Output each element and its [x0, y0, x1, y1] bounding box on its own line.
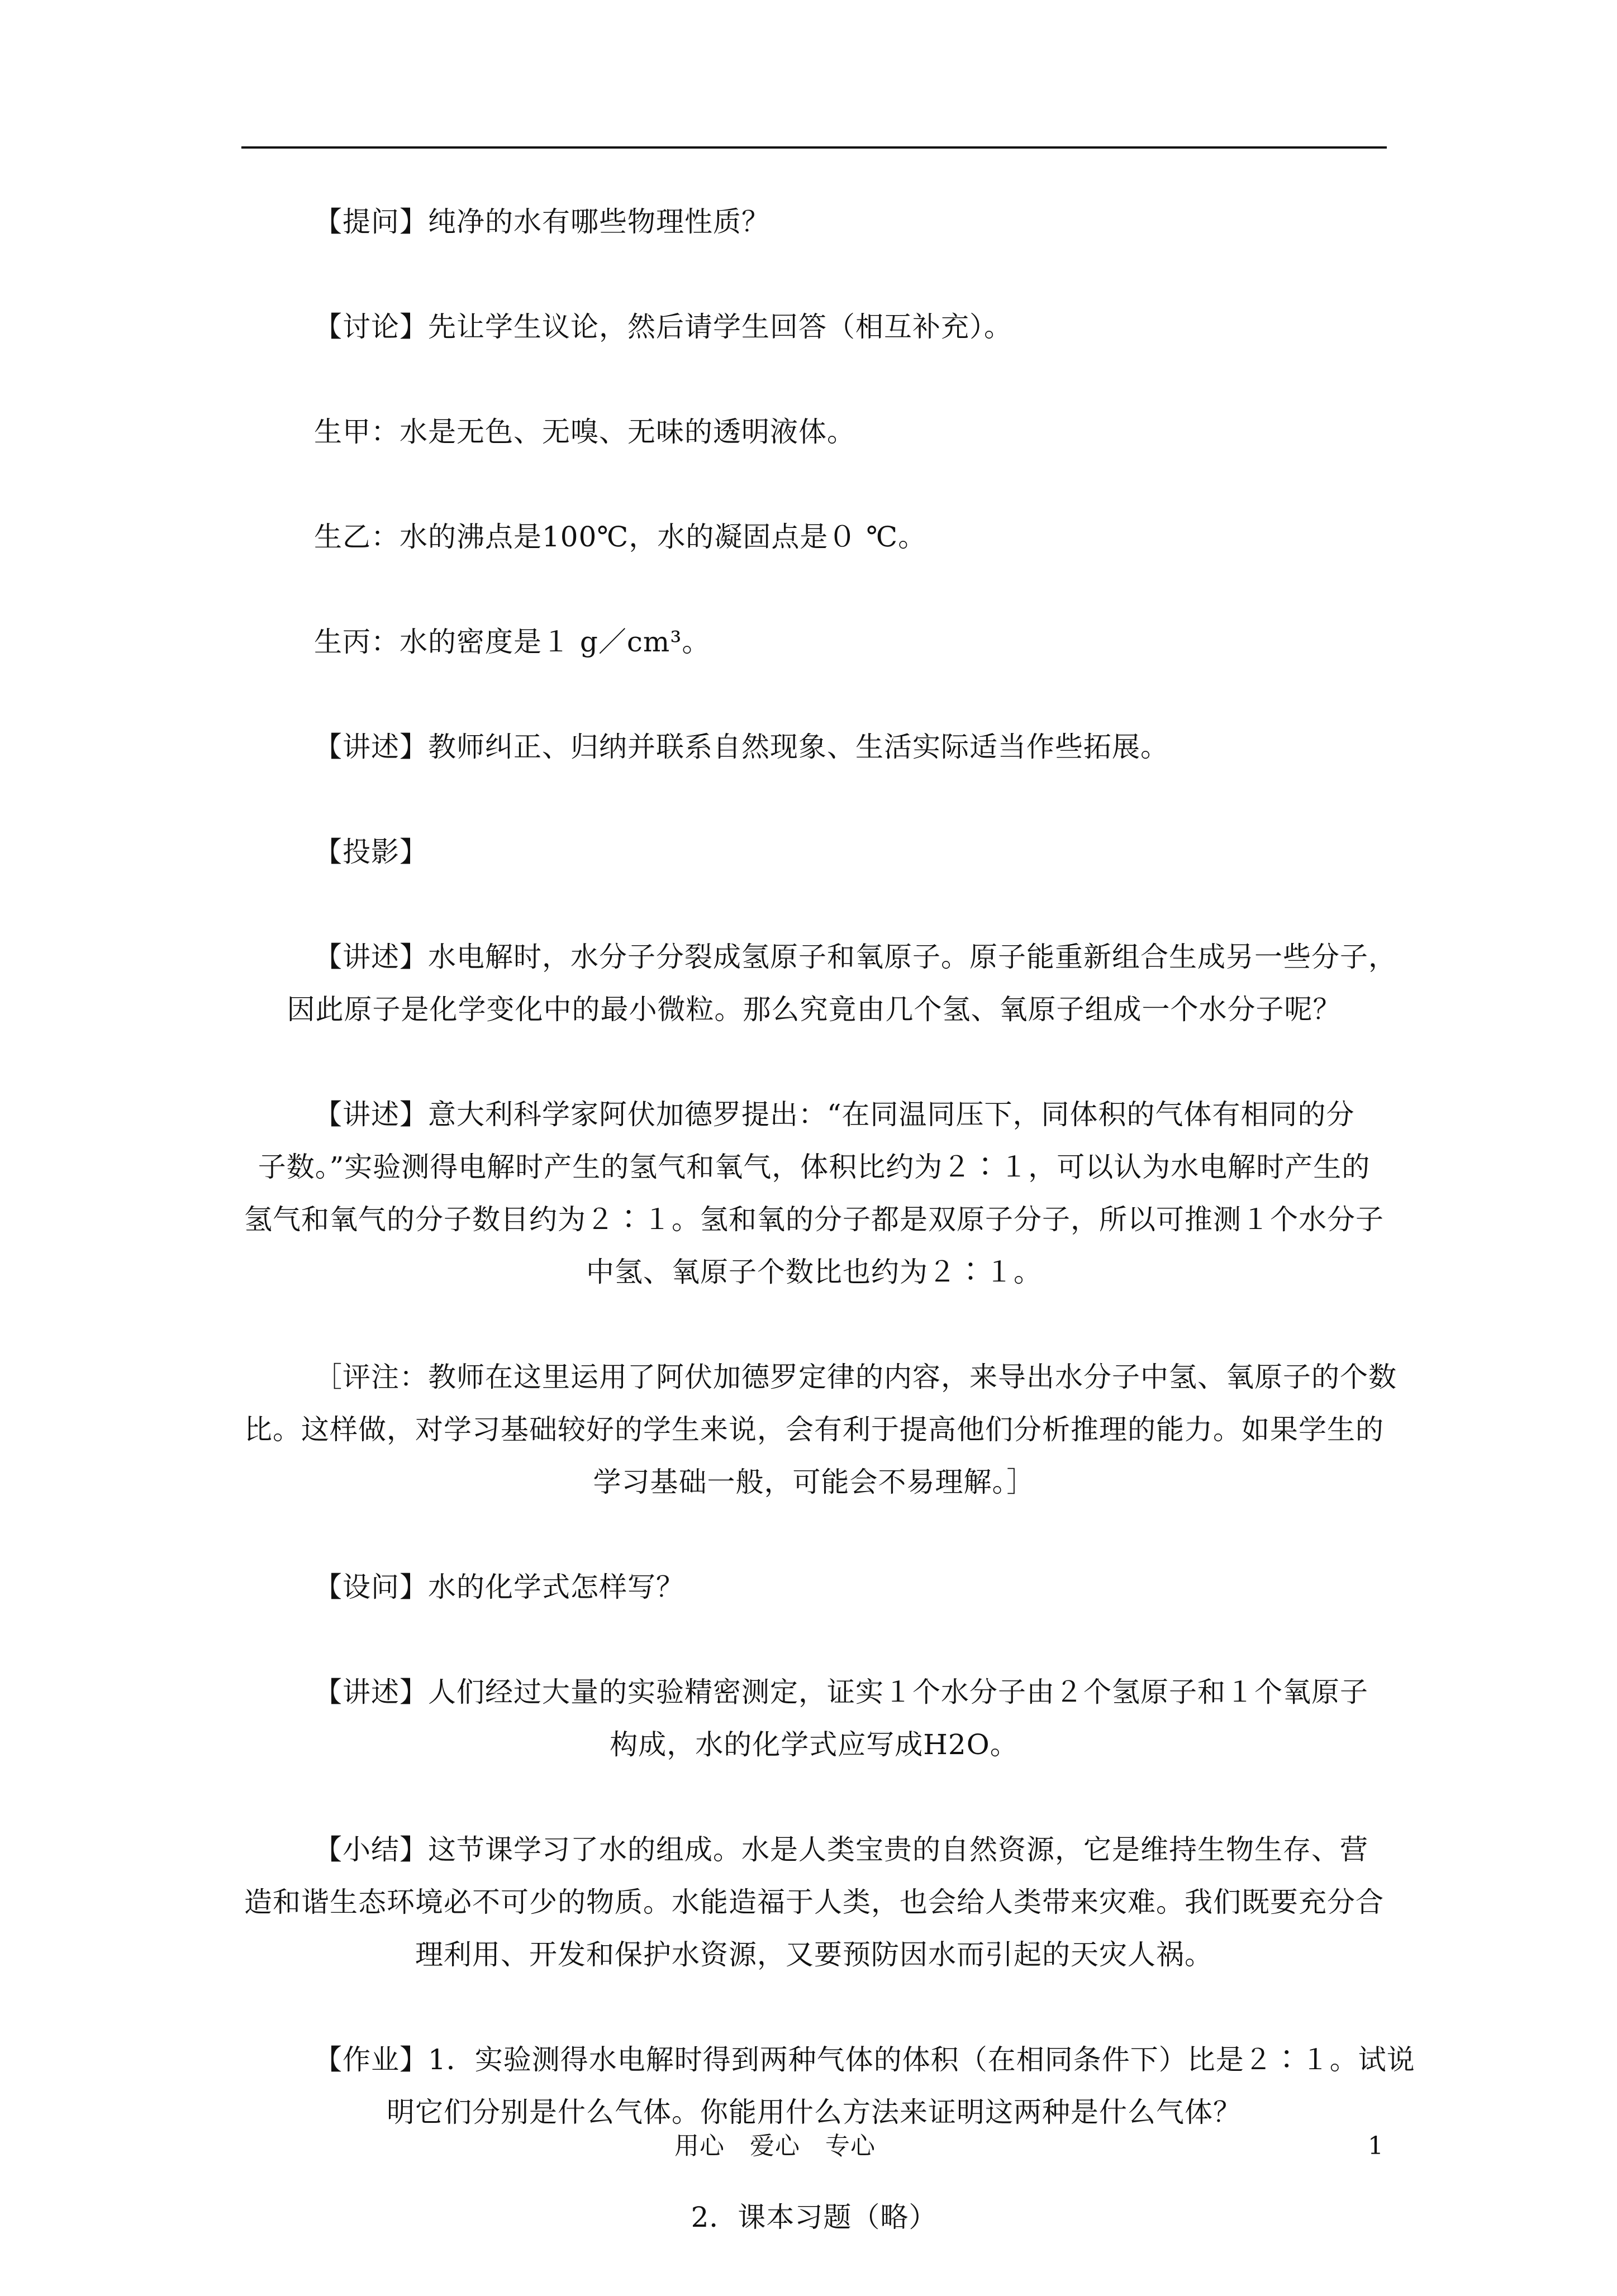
paragraph-line: 【讲述】人们经过大量的实验精密测定，证实１个水分子由２个氢原子和１个氧原子 [314, 1676, 1368, 1708]
page-number: 1 [1368, 2132, 1383, 2160]
footer-motto: 用心 爱心 专心 [674, 2132, 876, 2160]
paragraph-line: 【讨论】先让学生议论，然后请学生回答（相互补充）。 [314, 311, 1012, 343]
lecture-paragraph-1 [241, 721, 1387, 773]
paragraph-line: 学习基础一般，可能会不易理解。］ [593, 1466, 1035, 1498]
summary-paragraph [241, 1823, 1387, 1981]
paragraph-line: 2．课本习题（略） [691, 2201, 938, 2233]
commentary-paragraph [241, 1351, 1397, 1508]
paragraph-line: 【设问】水的化学式怎样写？ [314, 1571, 684, 1603]
paragraph-line: 中氢、氧原子个数比也约为２∶１。 [586, 1256, 1042, 1288]
paragraph-line: 明它们分别是什么气体。你能用什么方法来证明这两种是什么气体？ [387, 2096, 1242, 2128]
student-b-answer [241, 511, 1387, 563]
student-c-answer [241, 616, 1387, 668]
question-paragraph [241, 196, 1387, 248]
paragraph-line: 【提问】纯净的水有哪些物理性质？ [314, 206, 770, 238]
paragraph-line: 构成，水的化学式应写成H2O。 [610, 1728, 1019, 1761]
paragraph-line: 【讲述】水电解时，水分子分裂成氢原子和氧原子。原子能重新组合生成另一些分子， [314, 941, 1397, 973]
homework-item-2 [241, 2191, 1387, 2243]
paragraph-line: 生甲：水是无色、无嗅、无味的透明液体。 [314, 416, 855, 448]
paragraph-line: 理利用、开发和保护水资源，又要预防因水而引起的天灾人祸。 [415, 1938, 1213, 1971]
paragraph-line: ［评注：教师在这里运用了阿伏加德罗定律的内容，来导出水分子中氢、氧原子的个数 [314, 1361, 1397, 1393]
paragraph-line: 氢气和氧气的分子数目约为２∶１。氢和氧的分子都是双原子分子，所以可推测１个水分子 [244, 1203, 1384, 1236]
paragraph-line: 比。这样做，对学习基础较好的学生来说，会有利于提高他们分析推理的能力。如果学生的 [244, 1413, 1384, 1446]
lecture-paragraph-4 [241, 1666, 1387, 1771]
paragraph-line: 【作业】1．实验测得水电解时得到两种气体的体积（在相同条件下）比是２∶１。试说 [314, 2043, 1415, 2076]
lecture-paragraph-3 [241, 1088, 1387, 1298]
paragraph-line: 【小结】这节课学习了水的组成。水是人类宝贵的自然资源，它是维持生物生存、营 [314, 1833, 1368, 1866]
setup-question-paragraph [241, 1561, 1387, 1613]
lecture-paragraph-2 [241, 931, 1397, 1036]
paragraph-line: 因此原子是化学变化中的最小微粒。那么究竟由几个氢、氧原子组成一个水分子呢？ [287, 993, 1342, 1026]
document-body [241, 196, 1415, 2296]
paragraph-line: 【投影】 [314, 836, 428, 868]
header-rule [241, 146, 1387, 149]
paragraph-line: 【讲述】教师纠正、归纳并联系自然现象、生活实际适当作些拓展。 [314, 731, 1169, 763]
paragraph-line: 【讲述】意大利科学家阿伏加德罗提出：“在同温同压下，同体积的气体有相同的分 [314, 1098, 1355, 1131]
student-a-answer [241, 406, 1387, 458]
paragraph-line: 生丙：水的密度是１ g／cm³。 [314, 626, 711, 658]
paragraph-line: 子数。”实验测得电解时产生的氢气和氧气，体积比约为２∶１，可以认为水电解时产生的 [258, 1151, 1371, 1183]
discussion-paragraph [241, 301, 1387, 353]
homework-paragraph [241, 2033, 1415, 2138]
paragraph-line: 造和谐生态环境必不可少的物质。水能造福于人类，也会给人类带来灾难。我们既要充分合 [244, 1886, 1384, 1918]
paragraph-line: 生乙：水的沸点是100℃，水的凝固点是０ ℃。 [314, 521, 927, 553]
projection-paragraph [241, 826, 1387, 878]
